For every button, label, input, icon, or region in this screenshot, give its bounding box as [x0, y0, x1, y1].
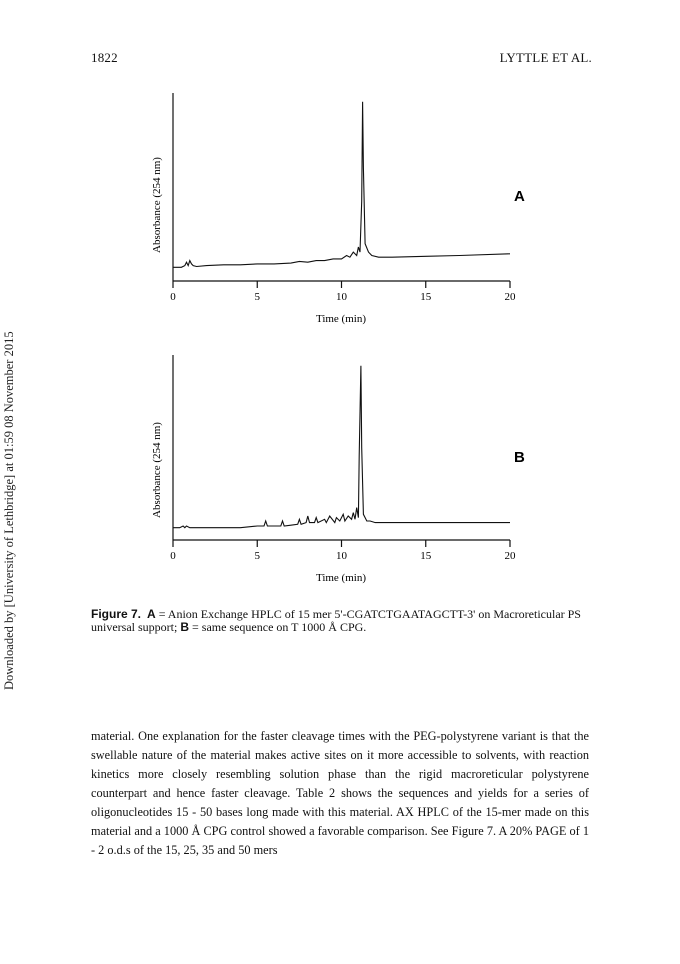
caption-a-text: = Anion Exchange HPLC of 15 mer 5'-CGATCTGAATAGCTT-3' on Macroreticular PS universal support;	[91, 607, 581, 634]
download-watermark: Downloaded by [University of Lethbridge] at 01:59 08 November 2015	[2, 331, 16, 690]
figure-caption	[91, 608, 601, 634]
x-ticks	[170, 281, 516, 303]
running-head: LYTTLE ET AL.	[499, 50, 592, 65]
x-tick-label: 0	[170, 550, 176, 562]
page-number: 1822	[91, 50, 118, 65]
x-axis-label: Time (min)	[315, 572, 367, 584]
panel-label-a: A	[514, 188, 525, 205]
chromatogram-b	[0, 345, 680, 585]
trace-line	[173, 366, 510, 528]
x-tick-label: 20	[504, 291, 516, 303]
x-tick-label: 10	[336, 550, 347, 562]
x-tick-label: 20	[504, 550, 516, 562]
x-tick-label: 10	[336, 291, 347, 303]
x-axis-label: Time (min)	[315, 313, 367, 325]
caption-b-text: = same sequence on T 1000 Å CPG.	[189, 620, 367, 634]
y-axis-label: Absorbance (254 nm)	[151, 157, 163, 253]
x-ticks	[170, 540, 516, 562]
y-axis-label: Absorbance (254 nm)	[151, 422, 163, 518]
x-tick-label: 15	[420, 550, 432, 562]
caption-b-letter: B	[180, 620, 189, 634]
body-paragraph: material. One explanation for the faster cleavage times with the PEG-polystyrene variant is that the swellable nature of the material makes active sites on it more accessible to solvents, with reaction kinetics more closely resembling solution phase than the rigid macroreticular polystyrene counterpart and hence faster cleavage. Table 2 shows the sequences and yields for a series of oligonucleotides 15 - 50 bases long made with this material. AX HPLC of the 15-mer made on this material and a 1000 Å CPG control showed a favorable comparison. See Figure 7. A 20% PAGE of 1 - 2 o.d.s of the 15, 25, 35 and 50 mers	[91, 729, 589, 857]
x-tick-label: 15	[420, 291, 432, 303]
caption-label: Figure 7.	[91, 607, 142, 621]
x-tick-label: 5	[254, 550, 260, 562]
panel-label-b: B	[514, 449, 525, 466]
x-tick-label: 0	[170, 291, 176, 303]
x-tick-label: 5	[254, 291, 260, 303]
chromatogram-a	[0, 85, 680, 325]
caption-a-letter: A	[147, 607, 156, 621]
trace-line	[173, 102, 510, 268]
